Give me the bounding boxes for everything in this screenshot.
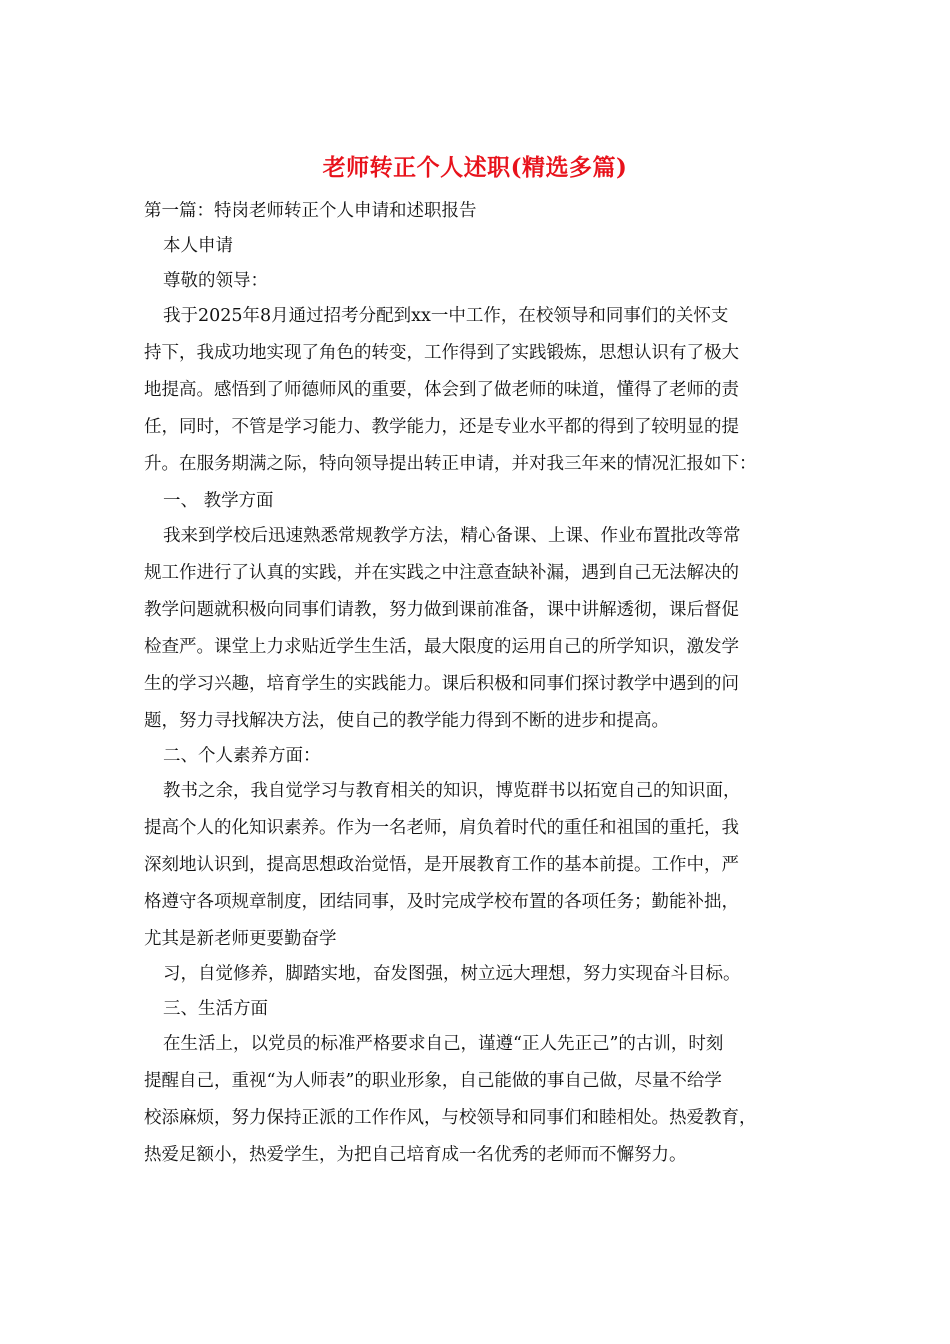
section-heading-teaching: 一、 教学方面 — [163, 491, 274, 511]
paragraph-line: 习，自觉修养，脚踏实地，奋发图强，树立远大理想，努力实现奋斗目标。 — [163, 964, 741, 984]
paragraph-line: 我于2025年8月通过招考分配到xx一中工作，在校领导和同事们的关怀支 — [163, 306, 729, 326]
paragraph-line: 提醒自己，重视“为人师表”的职业形象，自己能做的事自己做，尽量不给学 — [144, 1071, 722, 1091]
paragraph-line: 我来到学校后迅速熟悉常规教学方法，精心备课、上课、作业布置批改等常 — [163, 526, 741, 546]
paragraph-line: 教书之余，我自觉学习与教育相关的知识，博览群书以拓宽自己的知识面， — [163, 781, 741, 801]
section-heading-first: 第一篇：特岗老师转正个人申请和述职报告 — [144, 201, 477, 221]
paragraph-line: 地提高。感悟到了师德师风的重要，体会到了做老师的味道，懂得了老师的责 — [144, 380, 739, 400]
paragraph-line: 规工作进行了认真的实践，并在实践之中注意查缺补漏，遇到自己无法解决的 — [144, 563, 739, 583]
paragraph-line: 本人申请 — [163, 236, 233, 256]
paragraph-line: 题，努力寻找解决方法，使自己的教学能力得到不断的进步和提高。 — [144, 711, 669, 731]
paragraph-line: 持下，我成功地实现了角色的转变，工作得到了实践锻炼，思想认识有了极大 — [144, 343, 739, 363]
paragraph-line: 热爱足额小，热爱学生，为把自己培育成一名优秀的老师而不懈努力。 — [144, 1145, 687, 1165]
paragraph-line: 提高个人的化知识素养。作为一名老师，肩负着时代的重任和祖国的重托，我 — [144, 818, 739, 838]
salutation: 尊敬的领导： — [163, 271, 268, 291]
paragraph-line: 格遵守各项规章制度，团结同事，及时完成学校布置的各项任务；勤能补拙， — [144, 892, 739, 912]
paragraph-line: 在生活上，以党员的标准严格要求自己，谨遵“正人先正己”的古训，时刻 — [163, 1034, 724, 1054]
paragraph-line: 尤其是新老师更要勤奋学 — [144, 929, 337, 949]
paragraph-line: 教学问题就积极向同事们请教，努力做到课前准备，课中讲解透彻，课后督促 — [144, 600, 739, 620]
document-title: 老师转正个人述职(精选多篇) — [322, 154, 628, 181]
paragraph-line: 深刻地认识到，提高思想政治觉悟，是开展教育工作的基本前提。工作中，严 — [144, 855, 739, 875]
paragraph-line: 生的学习兴趣，培育学生的实践能力。课后积极和同事们探讨教学中遇到的问 — [144, 674, 739, 694]
section-heading-life: 三、生活方面 — [163, 999, 268, 1019]
paragraph-line: 任，同时，不管是学习能力、教学能力，还是专业水平都的得到了较明显的提 — [144, 417, 739, 437]
paragraph-line: 升。在服务期满之际，特向领导提出转正申请，并对我三年来的情况汇报如下： — [144, 454, 757, 474]
paragraph-line: 校添麻烦，努力保持正派的工作作风，与校领导和同事们和睦相处。热爱教育， — [144, 1108, 757, 1128]
paragraph-line: 检查严。课堂上力求贴近学生生活，最大限度的运用自己的所学知识，激发学 — [144, 637, 739, 657]
section-heading-personal: 二、个人素养方面： — [163, 746, 321, 766]
